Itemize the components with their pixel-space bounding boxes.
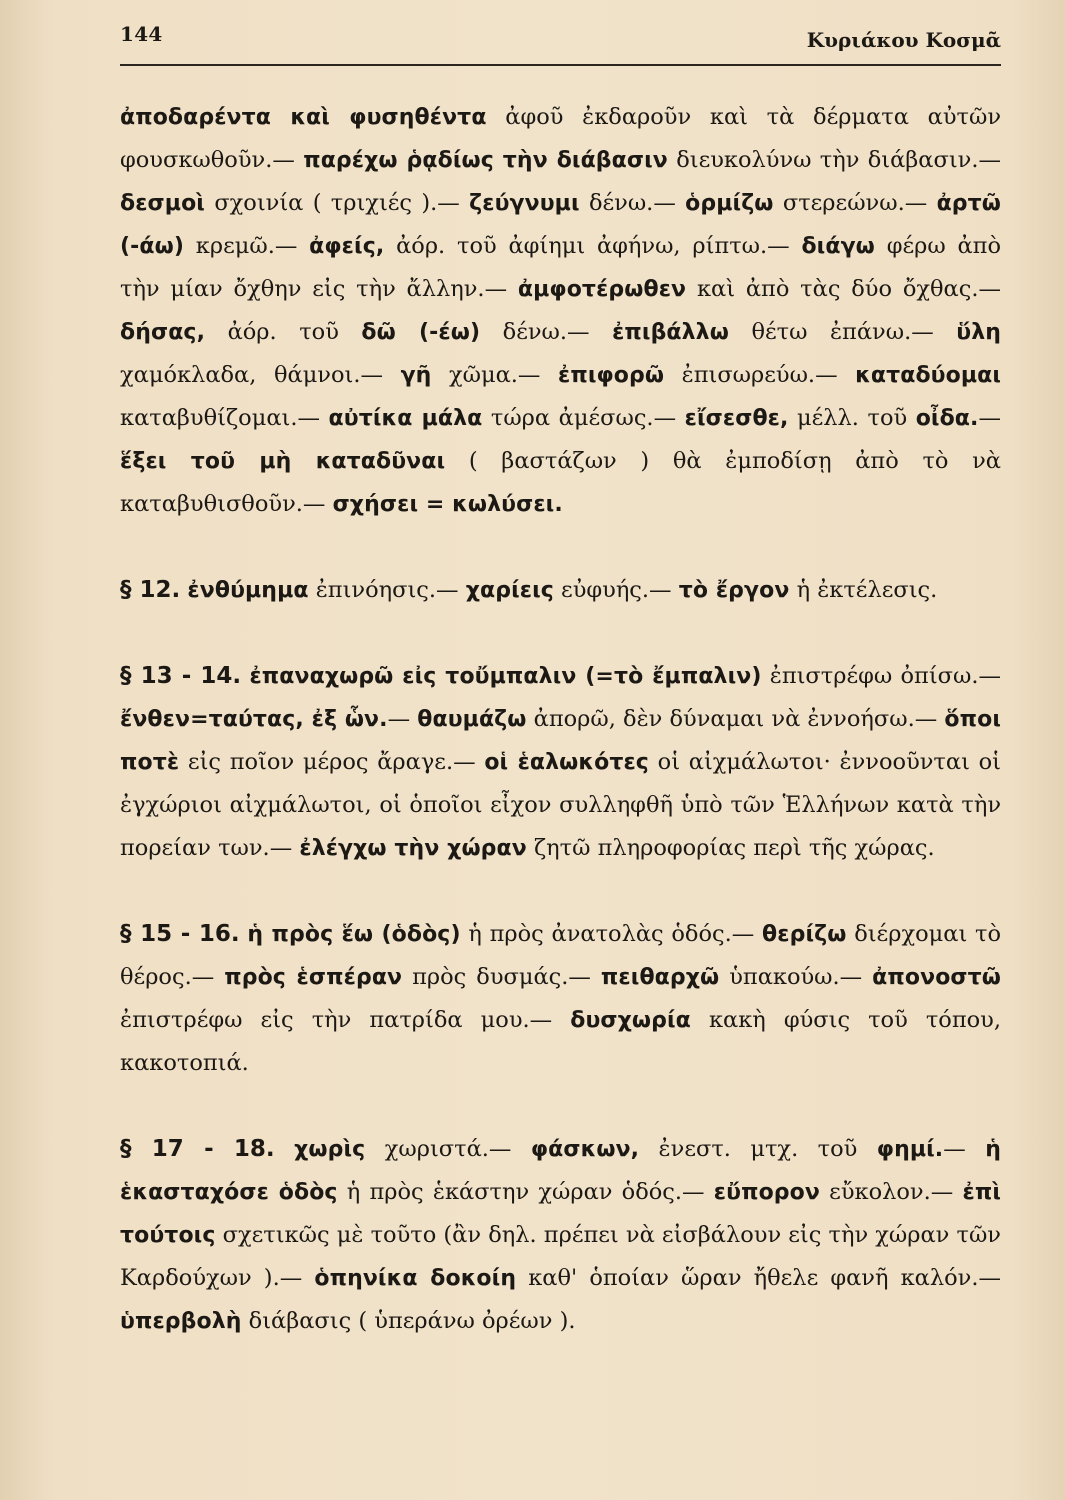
section-number: § 13 - 14. — [120, 663, 242, 689]
greek-term: γῆ — [400, 363, 432, 388]
greek-term: ἐπιφορῶ — [557, 363, 665, 388]
greek-term: ὁρμίζω — [685, 191, 774, 216]
page-content — [120, 96, 1001, 1386]
gloss-text: σχοινία ( τριχιές ).— — [204, 190, 470, 216]
gloss-text: καθ' ὁποίαν ὥραν ἤθελε φανῆ καλόν.— — [516, 1265, 1001, 1291]
greek-term: εὔπορον — [713, 1180, 820, 1205]
greek-term: πρὸς ἑσπέραν — [224, 965, 403, 990]
gloss-text: τώρα ἀμέσως.— — [482, 405, 685, 431]
gloss-text: ἀόρ. τοῦ — [205, 319, 362, 345]
gloss-text: κακὴ φύσις τοῦ τόπου, κακοτοπιά. — [120, 1007, 1002, 1076]
gloss-text: ὑπακούω.— — [719, 964, 873, 990]
greek-term: ἔνθεν=ταύτας, ἐξ ὧν. — [120, 707, 388, 732]
section-12 — [120, 569, 1001, 612]
greek-term: χαρίεις — [465, 578, 554, 603]
greek-term: ἡ ἑκασταχόσε ὁδὸς — [120, 1137, 1001, 1205]
greek-term: ὁπηνίκα δοκοίη — [314, 1266, 517, 1291]
greek-term: ἐπὶ τούτοις — [120, 1180, 1001, 1248]
gloss-text: ἡ πρὸς ἑκάστην χώραν ὁδός.— — [337, 1179, 714, 1205]
section-number: § 17 - 18. — [120, 1136, 275, 1162]
gloss-text: στερεώνω.— — [773, 190, 937, 216]
gloss-text: οἱ αἰχμάλωτοι· ἐννοοῦνται οἱ ἐγχώριοι αἰχμάλωτοι, οἱ ὁποῖοι εἶχον συλληφθῆ ὑπὸ τῶν Ἑλλήνων κατὰ τὴν πορείαν των.— — [120, 749, 1001, 861]
greek-term: ἡ πρὸς ἕω (ὁδὸς) — [247, 922, 461, 947]
section-17-18 — [120, 1128, 1001, 1343]
gloss-text: ( βαστάζων ) θὰ ἐμποδίσῃ ἀπὸ τὸ νὰ καταβυθισθοῦν.— — [120, 448, 1001, 517]
gloss-text: ἐπιστρέφω εἰς τὴν πατρίδα μου.— — [120, 1007, 571, 1033]
gloss-text: θέτω ἐπάνω.— — [728, 319, 957, 345]
gloss-text: καὶ ἀπὸ τὰς δύο ὄχθας.— — [686, 276, 1001, 302]
greek-term: πειθαρχῶ — [600, 965, 720, 990]
gloss-text: χῶμα.— — [431, 362, 558, 388]
gloss-text: σχετικῶς μὲ τοῦτο (ἂν δηλ. πρέπει νὰ εἰσβάλουν εἰς τὴν χώραν τῶν Καρδούχων ).— — [120, 1222, 1001, 1291]
gloss-text: πρὸς δυσμάς.— — [402, 964, 601, 990]
greek-term: ἐνθύμημα — [187, 578, 309, 603]
gloss-text: εἰς ποῖον μέρος ἄραγε.— — [179, 749, 485, 775]
gloss-text: εὐφυής.— — [553, 577, 679, 603]
gloss-text: διευκολύνω τὴν διάβασιν.— — [667, 147, 1002, 173]
greek-term: ἀπονοστῶ — [872, 965, 1001, 990]
gloss-text: φέρω ἀπὸ τὴν μίαν ὄχθην εἰς τὴν ἄλλην.— — [120, 233, 1001, 302]
gloss-text: ἐπιστρέφω ὀπίσω.— — [761, 663, 1002, 689]
greek-term: καταδύομαι — [855, 363, 1001, 388]
greek-term: ἕξει τοῦ μὴ καταδῦναι — [120, 449, 446, 474]
gloss-text: — — [387, 706, 418, 732]
greek-term: δυσχωρία — [570, 1008, 691, 1033]
gloss-text: χαμόκλαδα, θάμνοι.— — [120, 362, 401, 388]
gloss-text: δένω.— — [480, 319, 613, 345]
greek-term: τὸ ἔργον — [678, 578, 790, 603]
gloss-text: διέρχομαι τὸ θέρος.— — [120, 921, 1002, 990]
gloss-text: ἡ ἐκτέλεσις. — [789, 577, 938, 603]
gloss-text: χωριστά.— — [365, 1136, 531, 1162]
greek-term: εἴσεσθε, — [684, 406, 789, 431]
greek-term: οἶδα. — [915, 406, 979, 431]
greek-term: ἀρτῶ (-άω) — [120, 191, 1001, 259]
greek-term: διάγω — [801, 234, 875, 259]
greek-term: σχήσει = κωλύσει. — [332, 492, 563, 517]
greek-term: παρέχω ῥᾳδίως τὴν διάβασιν — [303, 148, 668, 173]
greek-term: φημί. — [876, 1137, 944, 1162]
gloss-text: ἀφοῦ ἐκδαροῦν καὶ τὰ δέρματα αὐτῶν φουσκωθοῦν.— — [120, 104, 1001, 173]
greek-term: χωρὶς — [294, 1137, 366, 1162]
gloss-text: δένω.— — [579, 190, 686, 216]
greek-term: ἀποδαρέντα καὶ φυσηθέντα — [120, 105, 487, 130]
greek-term: ἀμφοτέρωθεν — [517, 277, 687, 302]
section-13-14 — [120, 655, 1001, 870]
section-15-16 — [120, 913, 1001, 1085]
page-number: 144 — [120, 22, 163, 46]
gloss-text: ἡ πρὸς ἀνατολὰς ὁδός.— — [460, 921, 763, 947]
greek-term: θαυμάζω — [417, 707, 527, 732]
greek-term: ζεύγνυμι — [469, 191, 580, 216]
gloss-text: ἀόρ. τοῦ ἀφίημι ἀφήνω, ρίπτω.— — [384, 233, 802, 259]
greek-term: ἀφείς, — [309, 234, 385, 259]
greek-term: ἐπαναχωρῶ εἰς τοὔμπαλιν (=τὸ ἔμπαλιν) — [249, 664, 762, 689]
section-number: § 15 - 16. — [120, 921, 240, 947]
gloss-text: ζητῶ πληροφορίας περὶ τῆς χώρας. — [526, 835, 935, 861]
gloss-text: καταβυθίζομαι.— — [120, 405, 329, 431]
running-head: Κυριάκου Κοσμᾶ — [806, 28, 1001, 52]
gloss-text: διάβασις ( ὑπεράνω ὀρέων ). — [241, 1308, 576, 1334]
paragraph-first — [120, 96, 1001, 526]
section-number: § 12. — [120, 577, 181, 603]
greek-term: ὅποι ποτὲ — [120, 707, 1001, 775]
greek-term: δῶ (-έω) — [361, 320, 481, 345]
greek-term: αὐτίκα μάλα — [328, 406, 483, 431]
greek-term: ἐλέγχω τὴν χώραν — [299, 836, 527, 861]
greek-term: θερίζω — [762, 922, 847, 947]
greek-term: οἱ ἑαλωκότες — [484, 750, 649, 775]
header-rule — [120, 64, 1001, 66]
gloss-text: ἐνεστ. μτχ. τοῦ — [639, 1136, 877, 1162]
gloss-text: — — [978, 405, 1001, 431]
gloss-text: — — [943, 1136, 986, 1162]
gloss-text: ἐπινόησις.— — [308, 577, 466, 603]
greek-term: ὕλη — [956, 320, 1001, 345]
greek-term: δεσμοὶ — [120, 191, 205, 216]
gloss-text: ἀπορῶ, δὲν δύναμαι νὰ ἐννοήσω.— — [526, 706, 945, 732]
greek-term: δήσας, — [120, 320, 206, 345]
page-header — [0, 0, 1065, 70]
gloss-text: εὔκολον.— — [819, 1179, 963, 1205]
gloss-text: ἐπισωρεύω.— — [664, 362, 856, 388]
greek-term: ἐπιβάλλω — [612, 320, 729, 345]
gloss-text: μέλλ. τοῦ — [788, 405, 916, 431]
greek-term: φάσκων, — [530, 1137, 640, 1162]
gloss-text: κρεμῶ.— — [183, 233, 310, 259]
greek-term: ὑπερβολὴ — [120, 1309, 242, 1334]
